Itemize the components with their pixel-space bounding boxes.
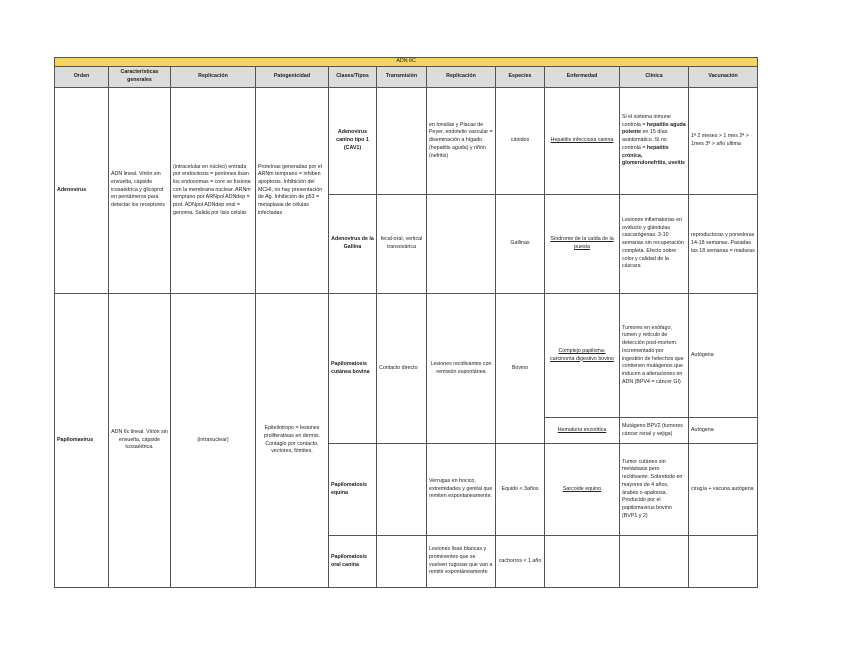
- virus-table: [54, 57, 758, 588]
- clinica-bold: hepatitis crónica, glomerulonefritis, uveitis: [622, 144, 685, 167]
- replicacion-detalle-cell: [427, 195, 496, 294]
- header-especies: Especies: [496, 67, 545, 88]
- clinica-cell: Tumor cutáneo sin metástasis pero recidivante. Sobretodo en mayores de 4 años, árabes o apaloosa. Producido por el papilomavirus bovino (BVP1 y 2): [620, 444, 689, 536]
- especies-cell: Gallinas: [496, 195, 545, 294]
- enfermedad-cell: Complejo papiloma-carcinoma digestivo bovino: [545, 294, 620, 418]
- vacunacion-cell: cirugía + vacuna autógena: [689, 444, 758, 536]
- caracteristicas-cell: ADN lineal. Virión sin envuelta, cápside icosaédrica y glicoprot en pentámeros para detectar los receptores: [109, 88, 171, 294]
- caracteristicas-cell: ADN 6c lineal. Virión sin envuelta, cápside icosaédrica.: [109, 294, 171, 588]
- header-vacunacion: Vacunación: [689, 67, 758, 88]
- patogenicidad-cell: Proteínas generadas por el ARNm temprano = inhiben apoptosis. Inhibición del MCHI, no hay presentación de Ag. Inhibición de p53 = metaplasia de células infectadas: [256, 88, 329, 294]
- especies-cell: Equido < 3años: [496, 444, 545, 536]
- header-row: [55, 67, 758, 88]
- sheet-banner: ADN 6C: [55, 58, 758, 67]
- vacunacion-cell: Autógena: [689, 418, 758, 444]
- header-caracteristicas: Características generales: [109, 67, 171, 88]
- especies-cell: Bovino: [496, 294, 545, 444]
- replicacion-detalle-cell: Lesiones recidivantes con remisión espontánea: [427, 294, 496, 444]
- clase-cell: Adenovirus de la Gallina: [329, 195, 377, 294]
- transmision-cell: fecal-oral, vertical transovárica: [377, 195, 427, 294]
- enfermedad-cell: Hepatitis infecciosa canina: [545, 88, 620, 195]
- especies-cell: cachorros < 1 año: [496, 536, 545, 588]
- header-replicacion-2: Replicación: [427, 67, 496, 88]
- transmision-cell: [377, 536, 427, 588]
- table-row: [55, 88, 758, 195]
- clase-cell: Papilomatosis oral canina: [329, 536, 377, 588]
- header-enfermedad: Enfermedad: [545, 67, 620, 88]
- clinica-text: Si el sistema inmune controla =: [622, 114, 671, 128]
- transmision-cell: [377, 444, 427, 536]
- clinica-cell: [620, 88, 689, 195]
- clinica-text: en 15 días asintomático. Si no controla =: [622, 129, 668, 151]
- table-row: [55, 294, 758, 418]
- header-clases: Clases/Tipos: [329, 67, 377, 88]
- header-replicacion: Replicación: [171, 67, 256, 88]
- clase-cell: Papilomatosis equina: [329, 444, 377, 536]
- header-orden: Orden: [55, 67, 109, 88]
- vacunacion-cell: Autógena: [689, 294, 758, 418]
- header-clinica: Clínica: [620, 67, 689, 88]
- clinica-cell: [620, 536, 689, 588]
- enfermedad-cell: Hematuria enzoótica: [545, 418, 620, 444]
- replicacion-detalle-cell: Verrugas en hocico, extremidades y genital que remiten espontaneamente.: [427, 444, 496, 536]
- spreadsheet: [54, 57, 757, 588]
- especies-cell: cánidos: [496, 88, 545, 195]
- clase-cell: Papilomatosis cutánea bovina: [329, 294, 377, 444]
- transmision-cell: [377, 88, 427, 195]
- vacunacion-cell: reproductoras y ponedoras 14-18 semanas. Pasadas las 18 semanas = maduras: [689, 195, 758, 294]
- replicacion-detalle-cell: en tonsilas y Placas de Peyer, endotelio vascular = diseminación a hígado (hepatitis aguda) y riñón (nefritis): [427, 88, 496, 195]
- clinica-cell: Mutágeno BPV2 (tumores cáncer renal y vejiga): [620, 418, 689, 444]
- patogenicidad-cell: Epiteliotropo = lesiones proliferativas en dermis. Contagio por contacto, vectores, fómites.: [256, 294, 329, 588]
- orden-cell: Papilomavirus: [55, 294, 109, 588]
- clinica-cell: Tumores en esófago, rumen y retículo de detección post-mortem. Incrementado por ingestión de helechos que contienen mutágenos que inducen a alteraciones en ADN (BPV4 = cáncer GI): [620, 294, 689, 418]
- enfermedad-cell: Síndrome de la caída de la puesta: [545, 195, 620, 294]
- orden-cell: Adenovirus: [55, 88, 109, 294]
- replicacion-detalle-cell: Lesiones lisas blancas y prominentes que se vuelven rugosas que van a remitir espontáneamente: [427, 536, 496, 588]
- header-transmision: Transmisión: [377, 67, 427, 88]
- vacunacion-cell: 1ª 2 meses > 1 mes 2ª > 1mes 3ª > año ultima: [689, 88, 758, 195]
- clinica-cell: Lesiones inflamatorias en oviducto y glándulas cascarógenas. 3-10 semanas sin recuperación completa. Efecto sobre color y calidad de la cáscara: [620, 195, 689, 294]
- enfermedad-cell: Sarcoide equino: [545, 444, 620, 536]
- replicacion-cell: (intranuclear): [171, 294, 256, 588]
- header-patogenicidad: Patogenicidad: [256, 67, 329, 88]
- vacunacion-cell: [689, 536, 758, 588]
- replicacion-cell: (intracelular en núcleo) entrada por endocitosis = pentones lisan los endosomas = core se fusiona con la membrana nuclear. ARNm temprano por ARNpol ADNdep = prot. ADNpol ADNdep viral = genoma. Salida por lisis celular.: [171, 88, 256, 294]
- clase-cell: Adenovirus canino tipo 1 (CAV1): [329, 88, 377, 195]
- enfermedad-cell: [545, 536, 620, 588]
- clinica-bold: hepatitis aguda potente: [622, 121, 686, 136]
- transmision-cell: Contacto directo: [377, 294, 427, 444]
